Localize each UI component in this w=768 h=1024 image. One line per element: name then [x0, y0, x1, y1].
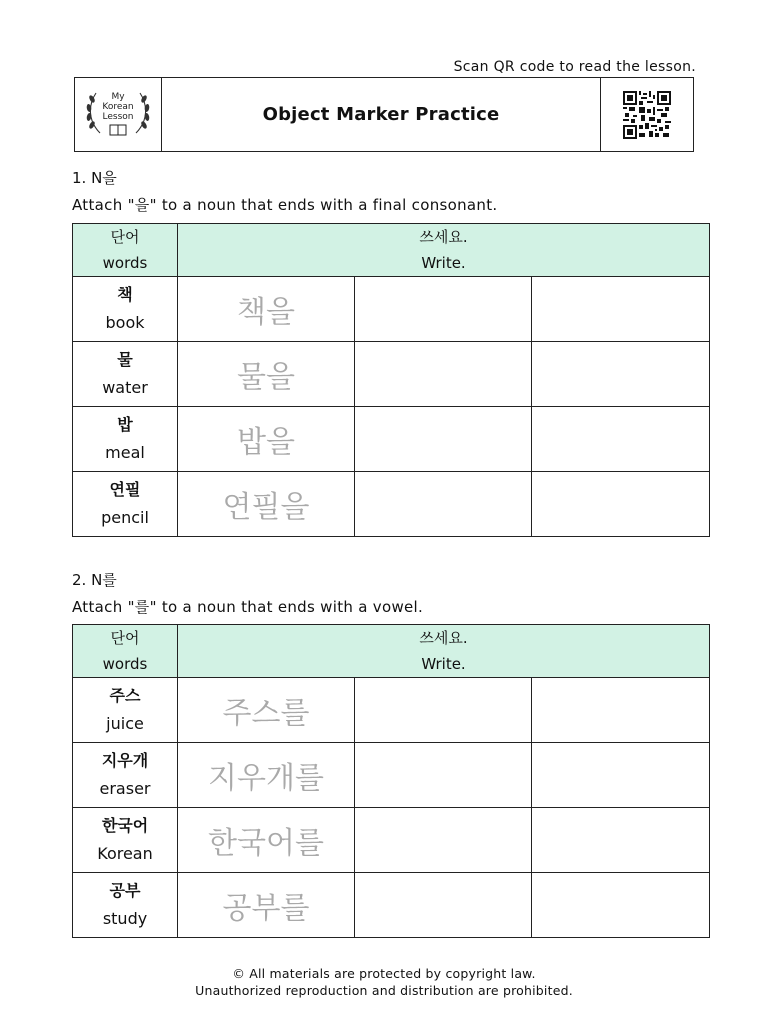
word-english: pencil	[101, 508, 149, 527]
word-english: eraser	[99, 779, 151, 798]
table-row	[73, 808, 710, 873]
word-english: Korean	[97, 844, 153, 863]
write-header-en: Write.	[421, 655, 466, 673]
section-2-description: Attach "를" to a noun that ends with a vowel.	[72, 598, 424, 616]
trace-example: 공부를	[178, 873, 355, 938]
copyright-footer	[0, 965, 768, 999]
section-2-title: 2. N를	[72, 571, 117, 589]
table-row	[73, 678, 710, 743]
writing-box[interactable]	[532, 808, 710, 873]
words-header-en: words	[102, 254, 148, 272]
writing-box[interactable]	[532, 277, 710, 342]
practice-table-2	[72, 624, 710, 938]
word-korean: 책	[117, 285, 133, 304]
logo-text-3: Lesson	[102, 111, 134, 122]
writing-box[interactable]	[355, 342, 532, 407]
words-header	[73, 625, 178, 678]
word-english: book	[105, 313, 145, 332]
word-korean: 공부	[109, 881, 141, 900]
trace-example: 지우개를	[178, 743, 355, 808]
trace-example: 연필을	[178, 472, 355, 537]
writing-box[interactable]	[355, 678, 532, 743]
writing-box[interactable]	[355, 472, 532, 537]
word-cell	[73, 277, 178, 342]
table-row	[73, 277, 710, 342]
table-row	[73, 472, 710, 537]
word-korean: 물	[117, 350, 133, 369]
copyright-line-1: © All materials are protected by copyright law.	[232, 966, 536, 981]
writing-box[interactable]	[532, 743, 710, 808]
writing-box[interactable]	[532, 342, 710, 407]
word-cell	[73, 678, 178, 743]
writing-box[interactable]	[532, 472, 710, 537]
table-row	[73, 342, 710, 407]
laurel-logo-icon	[82, 83, 154, 147]
trace-example: 주스를	[178, 678, 355, 743]
word-english: water	[102, 378, 148, 397]
copyright-line-2: Unauthorized reproduction and distribution are prohibited.	[195, 983, 573, 998]
write-header	[178, 224, 710, 277]
word-english: juice	[106, 714, 144, 733]
trace-example: 한국어를	[178, 808, 355, 873]
trace-example: 밥을	[178, 407, 355, 472]
word-korean: 주스	[109, 686, 141, 705]
word-english: study	[102, 909, 148, 928]
worksheet-title: Object Marker Practice	[262, 104, 500, 125]
qr-code[interactable]	[600, 78, 693, 151]
logo-text-2: Korean	[102, 101, 134, 112]
qr-code-icon	[623, 91, 671, 139]
write-header-en: Write.	[421, 254, 466, 272]
table-header-row	[73, 224, 710, 277]
table-row	[73, 407, 710, 472]
words-header-ko: 단어	[110, 228, 140, 246]
word-cell	[73, 808, 178, 873]
write-header-ko: 쓰세요.	[419, 228, 468, 246]
writing-box[interactable]	[532, 678, 710, 743]
write-header	[178, 625, 710, 678]
write-header-ko: 쓰세요.	[419, 629, 468, 647]
writing-box[interactable]	[355, 808, 532, 873]
word-cell	[73, 743, 178, 808]
table-row	[73, 743, 710, 808]
writing-box[interactable]	[355, 873, 532, 938]
word-cell	[73, 407, 178, 472]
section-1-title: 1. N을	[72, 169, 117, 187]
logo	[75, 78, 162, 151]
trace-example: 책을	[178, 277, 355, 342]
writing-box[interactable]	[532, 873, 710, 938]
writing-box[interactable]	[355, 743, 532, 808]
word-cell	[73, 472, 178, 537]
logo-text-1: My	[111, 91, 125, 102]
word-korean: 한국어	[101, 816, 149, 835]
worksheet-header	[74, 77, 694, 152]
trace-example: 물을	[178, 342, 355, 407]
table-row	[73, 873, 710, 938]
practice-table-1	[72, 223, 710, 537]
words-header-en: words	[102, 655, 148, 673]
word-cell	[73, 873, 178, 938]
table-header-row	[73, 625, 710, 678]
writing-box[interactable]	[355, 407, 532, 472]
word-cell	[73, 342, 178, 407]
words-header-ko: 단어	[110, 629, 140, 647]
word-english: meal	[105, 443, 145, 462]
word-korean: 연필	[109, 480, 141, 499]
words-header	[73, 224, 178, 277]
section-1-description: Attach "을" to a noun that ends with a final consonant.	[72, 196, 498, 214]
word-korean: 지우개	[101, 751, 149, 770]
writing-box[interactable]	[355, 277, 532, 342]
scan-qr-note: Scan QR code to read the lesson.	[453, 59, 696, 75]
writing-box[interactable]	[532, 407, 710, 472]
word-korean: 밥	[117, 415, 133, 434]
